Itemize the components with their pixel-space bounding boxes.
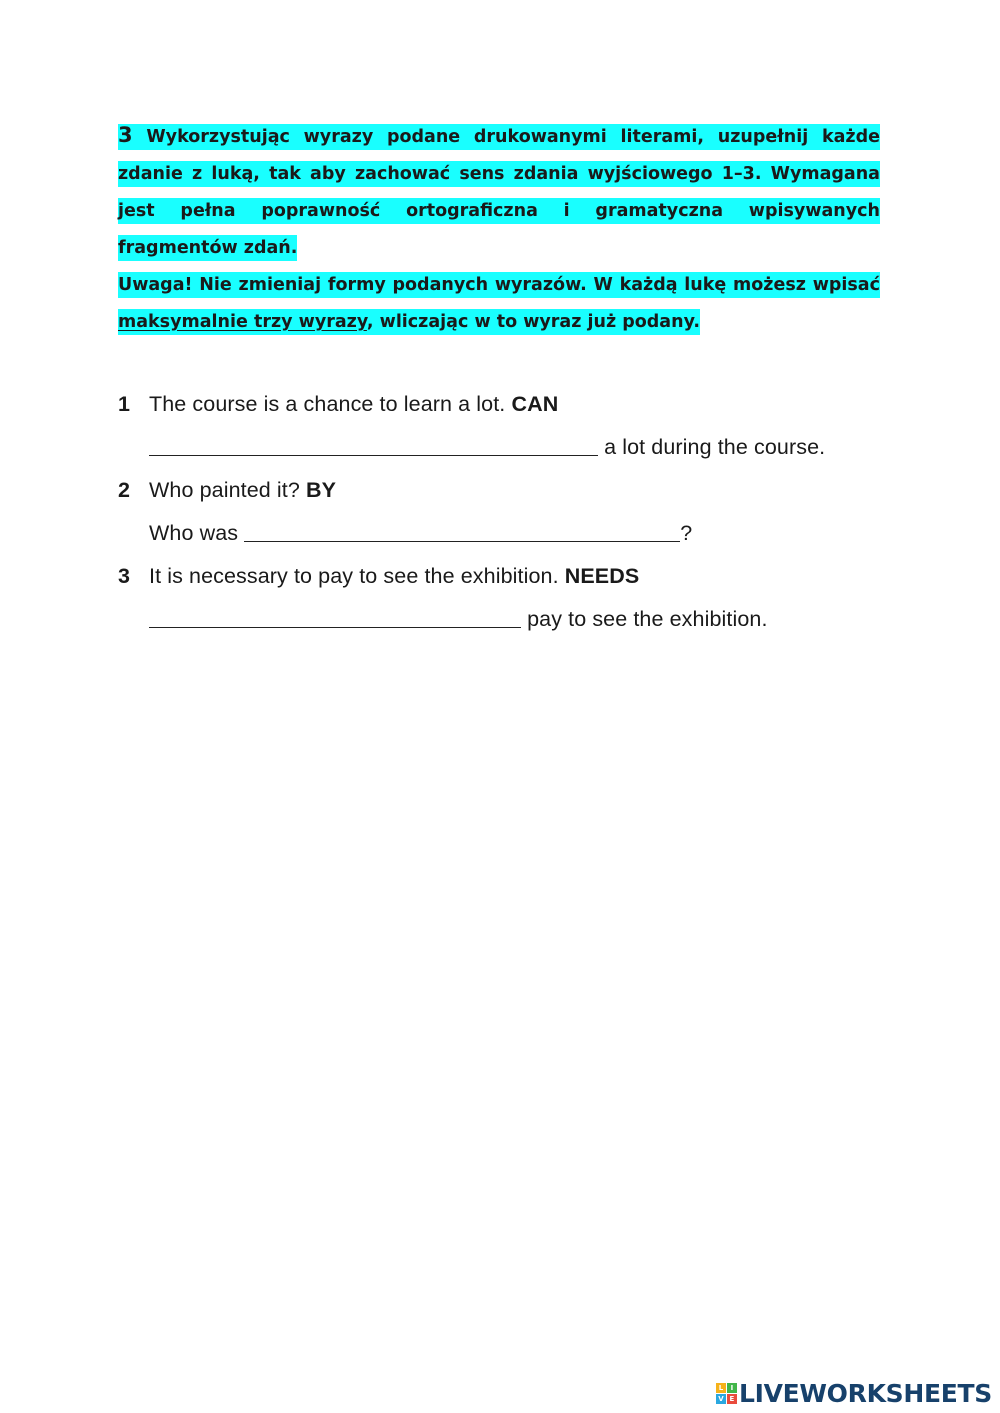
after-gap-text: ?	[680, 521, 693, 545]
item-sentence: The course is a chance to learn a lot.	[149, 392, 506, 416]
item-1-prompt	[118, 383, 898, 426]
instruction-text-1: Wykorzystując wyrazy podane drukowanymi literami, uzupełnij każde zdanie z luką, tak aby zachować sens zdania wyjściowego 1–3. Wymagana jest pełna poprawność ortograficzna i gramatyczna wpisywanych fragmentów zdań.	[118, 127, 880, 258]
item-sentence: Who painted it?	[149, 478, 300, 502]
instruction-text-2b: , wliczając w to wyraz już podany.	[366, 312, 701, 332]
item-keyword: NEEDS	[564, 564, 640, 588]
instruction-paragraph-2	[118, 267, 880, 341]
after-gap-text: a lot during the course.	[604, 435, 826, 459]
item-3-answer-line	[118, 598, 898, 641]
liveworksheets-logo	[716, 1375, 992, 1411]
task-instructions	[118, 117, 880, 341]
logo-grid-icon: L I V E	[716, 1383, 737, 1404]
item-2-answer-line	[118, 512, 898, 555]
item-keyword: CAN	[511, 392, 559, 416]
answer-gap-1[interactable]	[149, 435, 598, 456]
exercise-items	[118, 383, 898, 641]
before-gap-text: Who was	[149, 521, 239, 545]
item-3-prompt	[118, 555, 898, 598]
logo-text: LIVEWORKSHEETS	[738, 1378, 992, 1408]
item-number: 3	[118, 564, 131, 588]
answer-gap-2[interactable]	[244, 521, 680, 542]
task-number: 3	[118, 123, 133, 147]
item-number: 1	[118, 392, 131, 416]
item-1-answer-line	[118, 426, 898, 469]
item-keyword: BY	[305, 478, 337, 502]
after-gap-text: pay to see the exhibition.	[527, 607, 768, 631]
item-number: 2	[118, 478, 131, 502]
instruction-paragraph-1	[118, 117, 880, 267]
instruction-text-2a: Uwaga! Nie zmieniaj formy podanych wyrazów. W każdą lukę możesz wpisać	[118, 275, 880, 295]
item-sentence: It is necessary to pay to see the exhibition.	[149, 564, 559, 588]
item-2-prompt	[118, 469, 898, 512]
instruction-underlined: maksymalnie trzy wyrazy	[118, 312, 367, 332]
answer-gap-3[interactable]	[149, 607, 521, 628]
